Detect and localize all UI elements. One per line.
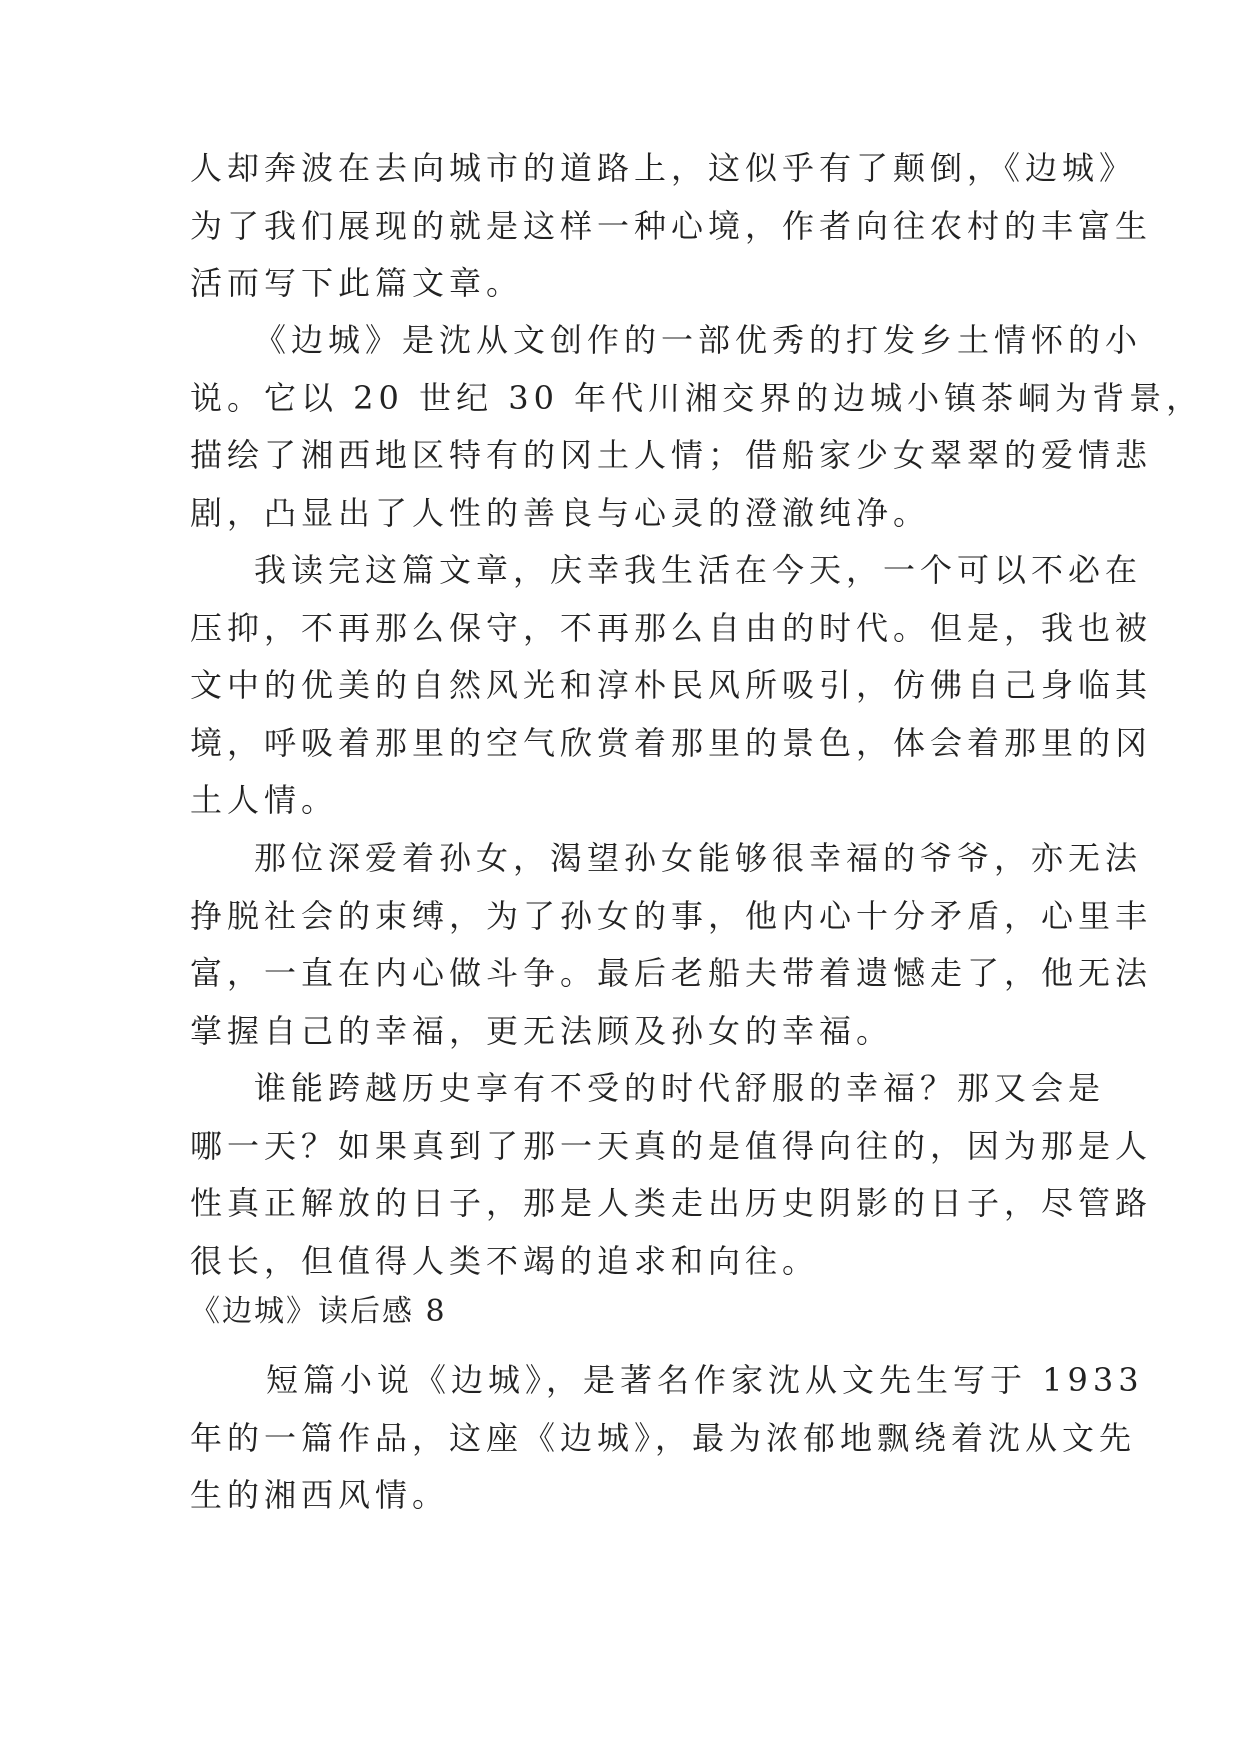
- paragraph-5: [190, 1060, 1153, 1290]
- paragraph-line: 年的一篇作品，这座《边城》，最为浓郁地飘绕着沈从文先: [190, 1418, 1137, 1457]
- paragraph-6: [190, 1352, 1144, 1525]
- paragraph-line: 活而写下此篇文章。: [190, 264, 524, 302]
- paragraph-line: 压抑，不再那么保守，不再那么自由的时代。但是，我也被: [190, 608, 1153, 647]
- paragraph-4: [190, 830, 1153, 1060]
- paragraph-line: 性真正解放的日子，那是人类走出历史阴影的日子，尽管路: [190, 1184, 1153, 1222]
- paragraph-line: 生的湘西风情。: [190, 1476, 450, 1514]
- paragraph-line: 文中的优美的自然风光和淳朴民风所吸引，仿佛自己身临其: [190, 666, 1153, 704]
- paragraph-line: 挣脱社会的束缚，为了孙女的事，他内心十分矛盾，心里丰: [190, 896, 1153, 935]
- paragraph-line: 人却奔波在去向城市的道路上，这似乎有了颠倒，《边城》: [190, 149, 1137, 187]
- paragraph-line: 剧，凸显出了人性的善良与心灵的澄澈纯净。: [190, 493, 931, 532]
- paragraph-line: 短篇小说《边城》，是著名作家沈从文先生写于 1933: [266, 1361, 1144, 1399]
- paragraph-line: 富，一直在内心做斗争。最后老船夫带着遗憾走了，他无法: [190, 954, 1153, 992]
- paragraph-line: 《边城》是沈从文创作的一部优秀的打发乡土情怀的小: [254, 321, 1143, 359]
- paragraph-line: 说。它以 20 世纪 30 年代川湘交界的边城小镇茶峒为背景，: [190, 378, 1204, 417]
- paragraph-line: 谁能跨越历史享有不受的时代舒服的幸福？那又会是: [254, 1069, 1106, 1107]
- paragraph-2: [190, 312, 1204, 542]
- paragraph-line: 那位深爱着孙女，渴望孙女能够很幸福的爷爷，亦无法: [254, 839, 1143, 877]
- paragraph-3: [190, 542, 1153, 830]
- paragraph-line: 我读完这篇文章，庆幸我生活在今天，一个可以不必在: [254, 551, 1143, 589]
- paragraph-line: 描绘了湘西地区特有的冈土人情；借船家少女翠翠的爱情悲: [190, 436, 1153, 474]
- paragraph-line: 掌握自己的幸福，更无法顾及孙女的幸福。: [190, 1011, 894, 1050]
- section-heading: 《边城》读后感 8: [190, 1294, 447, 1329]
- paragraph-1: [190, 140, 1153, 313]
- paragraph-line: 哪一天？如果真到了那一天真的是值得向往的，因为那是人: [190, 1126, 1153, 1165]
- paragraph-line: 境，呼吸着那里的空气欣赏着那里的景色，体会着那里的冈: [190, 723, 1153, 762]
- paragraph-line: 为了我们展现的就是这样一种心境，作者向往农村的丰富生: [190, 206, 1153, 245]
- paragraph-line: 很长，但值得人类不竭的追求和向往。: [190, 1241, 820, 1280]
- paragraph-line: 土人情。: [190, 781, 339, 819]
